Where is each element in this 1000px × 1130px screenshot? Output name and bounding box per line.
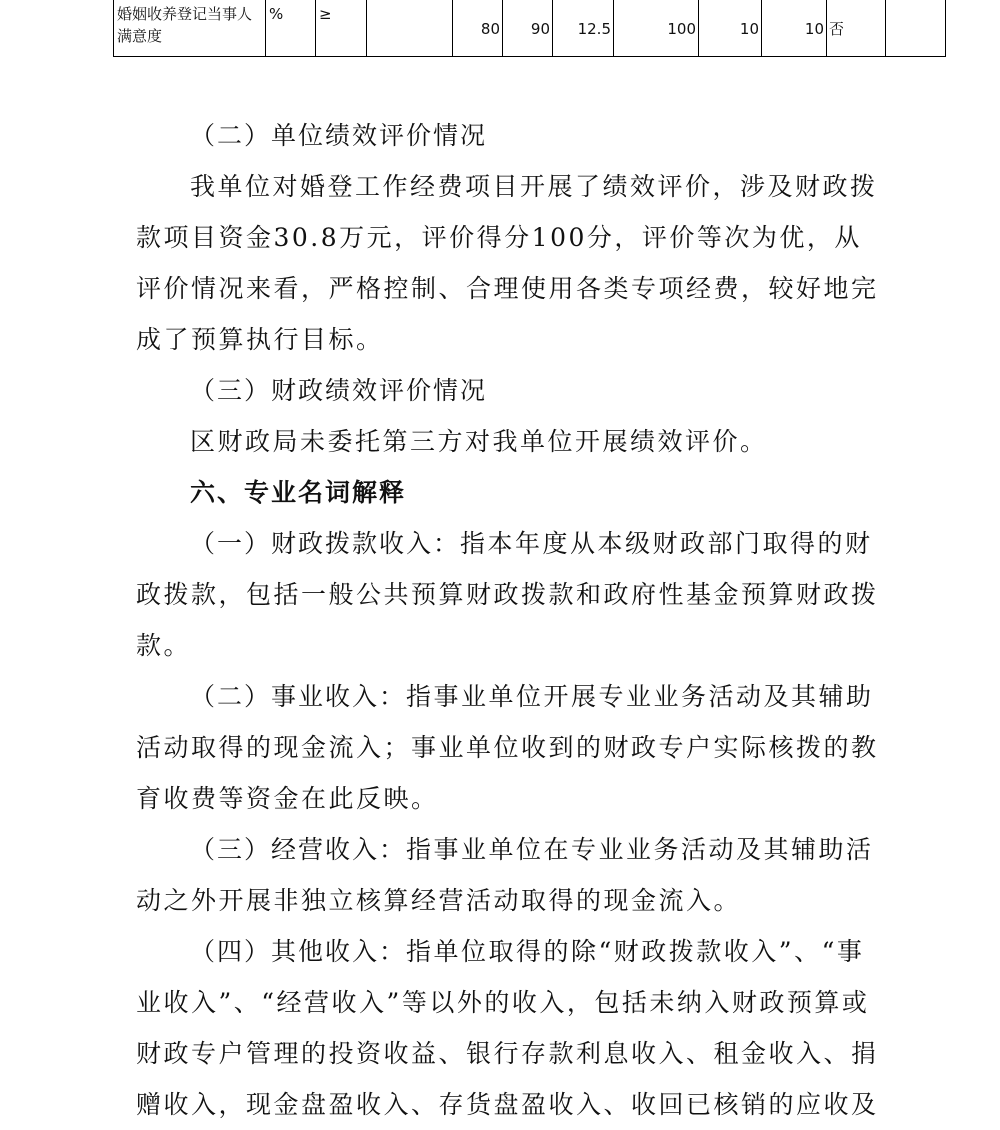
value-cell: 90: [503, 0, 553, 56]
indicator-name-cell: 婚姻收养登记当事人满意度: [114, 0, 266, 56]
performance-indicator-table: [113, 0, 946, 57]
table-row: [114, 0, 946, 56]
glossary-item: [136, 926, 880, 1130]
glossary-term: （四）其他收入：: [190, 937, 407, 966]
section-heading: （二）单位绩效评价情况: [190, 121, 488, 150]
unit-cell: %: [266, 0, 316, 56]
paragraph: 我单位对婚登工作经费项目开展了绩效评价，涉及财政拨款项目资金30.8万元，评价得分100分，评价等次为优，从评价情况来看，严格控制、合理使用各类专项经费，较好地完成了预算执行目标。: [136, 172, 879, 354]
glossary-term: （三）经营收入：: [190, 835, 407, 864]
glossary-item: [136, 518, 880, 671]
glossary-definition: 指事业单位在专业业务活动及其辅助活动之外开展非独立核算经营活动取得的现金流入。: [136, 835, 874, 915]
glossary-item: [136, 824, 880, 926]
glossary-term: （二）事业收入：: [190, 682, 407, 711]
value-cell: 10: [762, 0, 827, 56]
empty-cell: [367, 0, 453, 56]
glossary-term: （一）财政拨款收入：: [190, 529, 461, 558]
chapter-heading: 六、专业名词解释: [190, 478, 407, 507]
section-heading: （三）财政绩效评价情况: [190, 376, 488, 405]
glossary-definition: 指单位取得的除“财政拨款收入”、“事业收入”、“经营收入”等以外的收入，包括未纳入财政预算或财政专户管理的投资收益、银行存款利息收入、租金收入、捐赠收入，现金盘盈收入、存货盘盈收入、收回已核销的应收及: [136, 937, 879, 1119]
operator-cell: ≥: [316, 0, 367, 56]
value-cell: 10: [699, 0, 762, 56]
value-cell: 80: [453, 0, 503, 56]
flag-cell: 否: [827, 0, 886, 56]
empty-cell: [886, 0, 946, 56]
document-body: [136, 110, 880, 1130]
glossary-definition: 指本年度从本级财政部门取得的财政拨款，包括一般公共预算财政拨款和政府性基金预算财政拨款。: [136, 529, 879, 660]
value-cell: 100: [614, 0, 699, 56]
value-cell: 12.5: [553, 0, 614, 56]
paragraph: 区财政局未委托第三方对我单位开展绩效评价。: [190, 427, 768, 456]
glossary-item: [136, 671, 880, 824]
glossary-definition: 指事业单位开展专业业务活动及其辅助活动取得的现金流入；事业单位收到的财政专户实际核拨的教育收费等资金在此反映。: [136, 682, 879, 813]
